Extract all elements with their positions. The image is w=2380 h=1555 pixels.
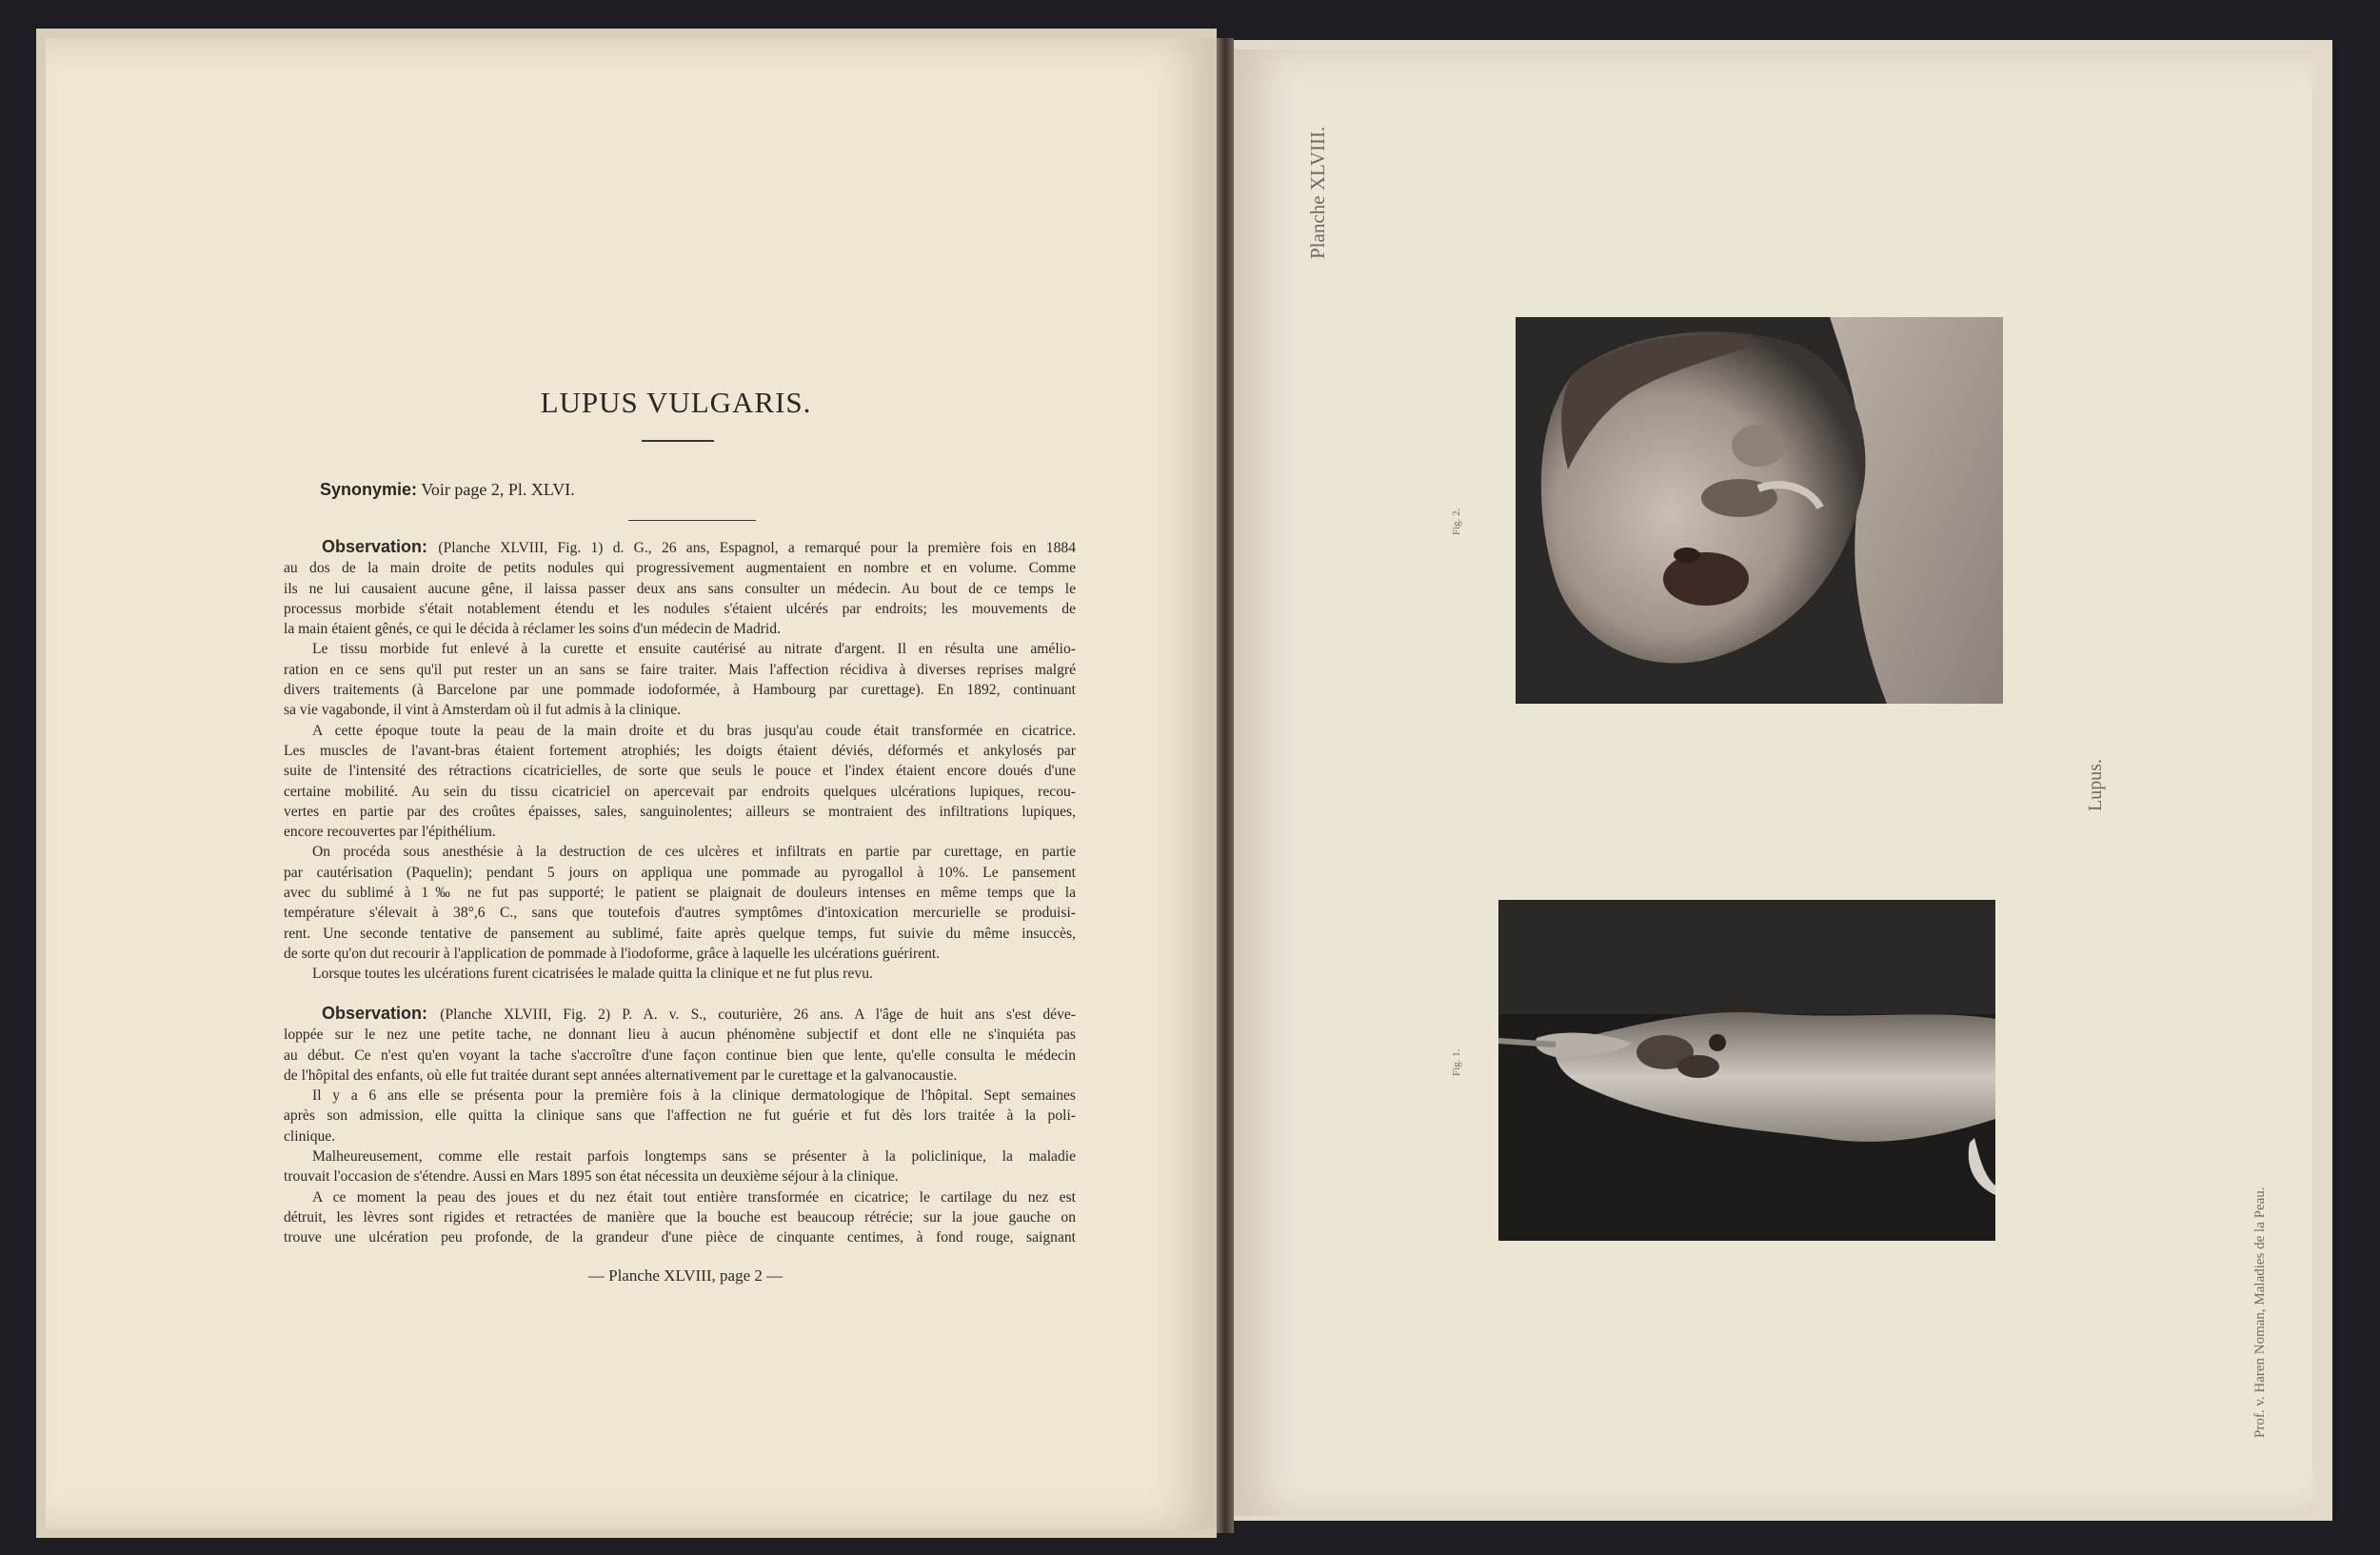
- text-line: de sorte qu'on dut recourir à l'application de pommade à l'iodoforme, grâce à laquelle les ulcérations guérirent.: [284, 945, 941, 962]
- text-line: On procéda sous anesthésie à la destruction de ces ulcères et infiltrats en partie par curettage, en partie: [312, 844, 1076, 861]
- observation-label: Observation:: [322, 537, 439, 556]
- text-line: de l'hôpital des enfants, où elle fut traitée durant sept années alternativement par le curettage et la galvanocaustie.: [284, 1067, 958, 1084]
- text-line: ils ne lui causaient aucune gêne, il laissa passer deux ans sans consulter un médecin. Au bout de ce temps le: [284, 580, 1076, 597]
- text-line: suite de l'intensité des rétractions cicatricielles, de sorte que seuls le pouce et l'index étaient encore doués d'une: [284, 763, 1076, 780]
- text-line: Lorsque toutes les ulcérations furent cicatrisées le malade quitta la clinique et ne fut plus revu.: [312, 966, 873, 983]
- observation-1: [284, 537, 1076, 985]
- synonymie-line: [320, 480, 575, 500]
- text-line: certaine mobilité. Au sein du tissu cicatriciel on apercevait par endroits quelques ulcérations lupiques, recou-: [284, 783, 1076, 800]
- text-line: Malheureusement, comme elle restait parfois longtemps sans se présenter à la policlinique, la maladie: [312, 1148, 1076, 1166]
- text-line: encore recouvertes par l'épithélium.: [284, 824, 496, 841]
- text-line: divers traitements (à Barcelone par une pommade iodoformée, à Hambourg par curettage). En 1892, continuant: [284, 682, 1076, 699]
- text-line: Il y a 6 ans elle se présenta pour la première fois à la clinique dermatologique de l'hôpital. Sept semaines: [312, 1087, 1076, 1105]
- synonymie-label: Synonymie:: [320, 480, 418, 499]
- text-line: sa vie vagabonde, il vint à Amsterdam où il fut admis à la clinique.: [284, 702, 682, 719]
- text-line: Observation: (Planche XLVIII, Fig. 1) d. G., 26 ans, Espagnol, a remarqué pour la première fois en 1884: [322, 537, 1076, 556]
- text-line: avec du sublimé à 1‰ ne fut pas supporté; le patient se plaignait de douleurs intenses en même temps que la: [284, 885, 1076, 902]
- text-line: après son admission, elle quitta la clinique sans que l'affection ne fut guérie et fut dès lors traitée à la poli-: [284, 1107, 1076, 1125]
- observation-label: Observation:: [322, 1004, 441, 1023]
- text-line: trouve une ulcération peu profonde, de la grandeur d'une pièce de cinquante centimes, à fond rouge, saignant: [284, 1229, 1076, 1246]
- credit-line: Prof. v. Haren Noman, Maladies de la Peau.: [2252, 1186, 2268, 1438]
- text-line: température s'élevait à 38°,6 C., sans que toutefois d'autres symptômes d'intoxication mercurielle se produisi-: [284, 905, 1076, 922]
- text-line: vertes en partie par des croûtes épaisses, sales, sanguinolentes; ailleurs se montraient des infiltrations lupiques,: [284, 803, 1076, 820]
- text-line: Observation: (Planche XLVIII, Fig. 2) P. A. v. S., couturière, 26 ans. A l'âge de huit ans s'est déve-: [322, 1004, 1076, 1023]
- page-footer: — Planche XLVIII, page 2 —: [587, 1266, 783, 1285]
- synonymie-rule: [628, 520, 756, 521]
- text-line: au début. Ce n'est qu'en voyant la tache s'accroître d'une façon continue bien que lente, qu'elle consulta le médecin: [284, 1047, 1076, 1064]
- fig2-photo: [1516, 317, 2003, 704]
- synonymie-text: Voir page 2, Pl. XLVI.: [421, 480, 575, 499]
- section-label: Lupus.: [2085, 759, 2106, 811]
- observation-2: [284, 1004, 1076, 1248]
- text-line: clinique.: [284, 1127, 336, 1145]
- text-line: rent. Une seconde tentative de pansement au sublimé, faite après quelque temps, fut suivie du même insuccès,: [284, 925, 1076, 942]
- text-line: A ce moment la peau des joues et du nez était tout entière transformée en cicatrice; le cartilage du nez est: [312, 1188, 1076, 1206]
- fig2-label: Fig. 2.: [1451, 508, 1462, 535]
- text-line: par cautérisation (Paquelin); pendant 5 jours on appliqua une pommade au pyrogallol à 10%. Le pansement: [284, 864, 1076, 881]
- fig1-photo: [1498, 900, 1995, 1241]
- fig1-label: Fig. 1.: [1451, 1048, 1462, 1076]
- text-line: détruit, les lèvres sont rigides et retractées de manière que la bouche est beaucoup rétrécie; sur la joue gauche on: [284, 1208, 1076, 1226]
- text-line: la main étaient gênés, ce qui le décida à réclamer les soins d'un médecin de Madrid.: [284, 621, 781, 638]
- plate-label: Planche XLVIII.: [1306, 126, 1329, 259]
- text-line: au dos de la main droite de petits nodules qui progressivement augmentaient en nombre et en volume. Comme: [284, 560, 1076, 577]
- text-line: ration en ce sens qu'il put rester un an sans se faire traiter. Mais l'affection récidiva à diverses reprises malgré: [284, 661, 1076, 678]
- text-line: trouvait l'occasion de s'étendre. Aussi en Mars 1895 son état nécessita un deuxième séjour à la clinique.: [284, 1168, 899, 1186]
- text-line: A cette époque toute la peau de la main droite et du bras jusqu'au coude était transformée en cicatrice.: [312, 722, 1076, 739]
- article-title: LUPUS VULGARIS.: [540, 386, 812, 419]
- right-page: [1234, 50, 2312, 1516]
- text-line: processus morbide s'était notablement étendu et les nodules s'étaient ulcérés par endroits; les mouvements de: [284, 600, 1076, 617]
- text-line: Le tissu morbide fut enlevé à la curette et ensuite cautérisé au nitrate d'argent. Il en résulta une amélio-: [312, 641, 1076, 658]
- title-rule: [642, 440, 714, 442]
- text-line: loppée sur le nez une petite tache, ne donnant lieu à aucun phénomène subjectif et dont elle ne s'inquiéta pas: [284, 1027, 1076, 1044]
- book-spine: [1217, 38, 1234, 1533]
- text-line: Les muscles de l'avant-bras étaient fortement atrophiés; les doigts étaient déviés, déformés et ankylosés par: [284, 742, 1076, 759]
